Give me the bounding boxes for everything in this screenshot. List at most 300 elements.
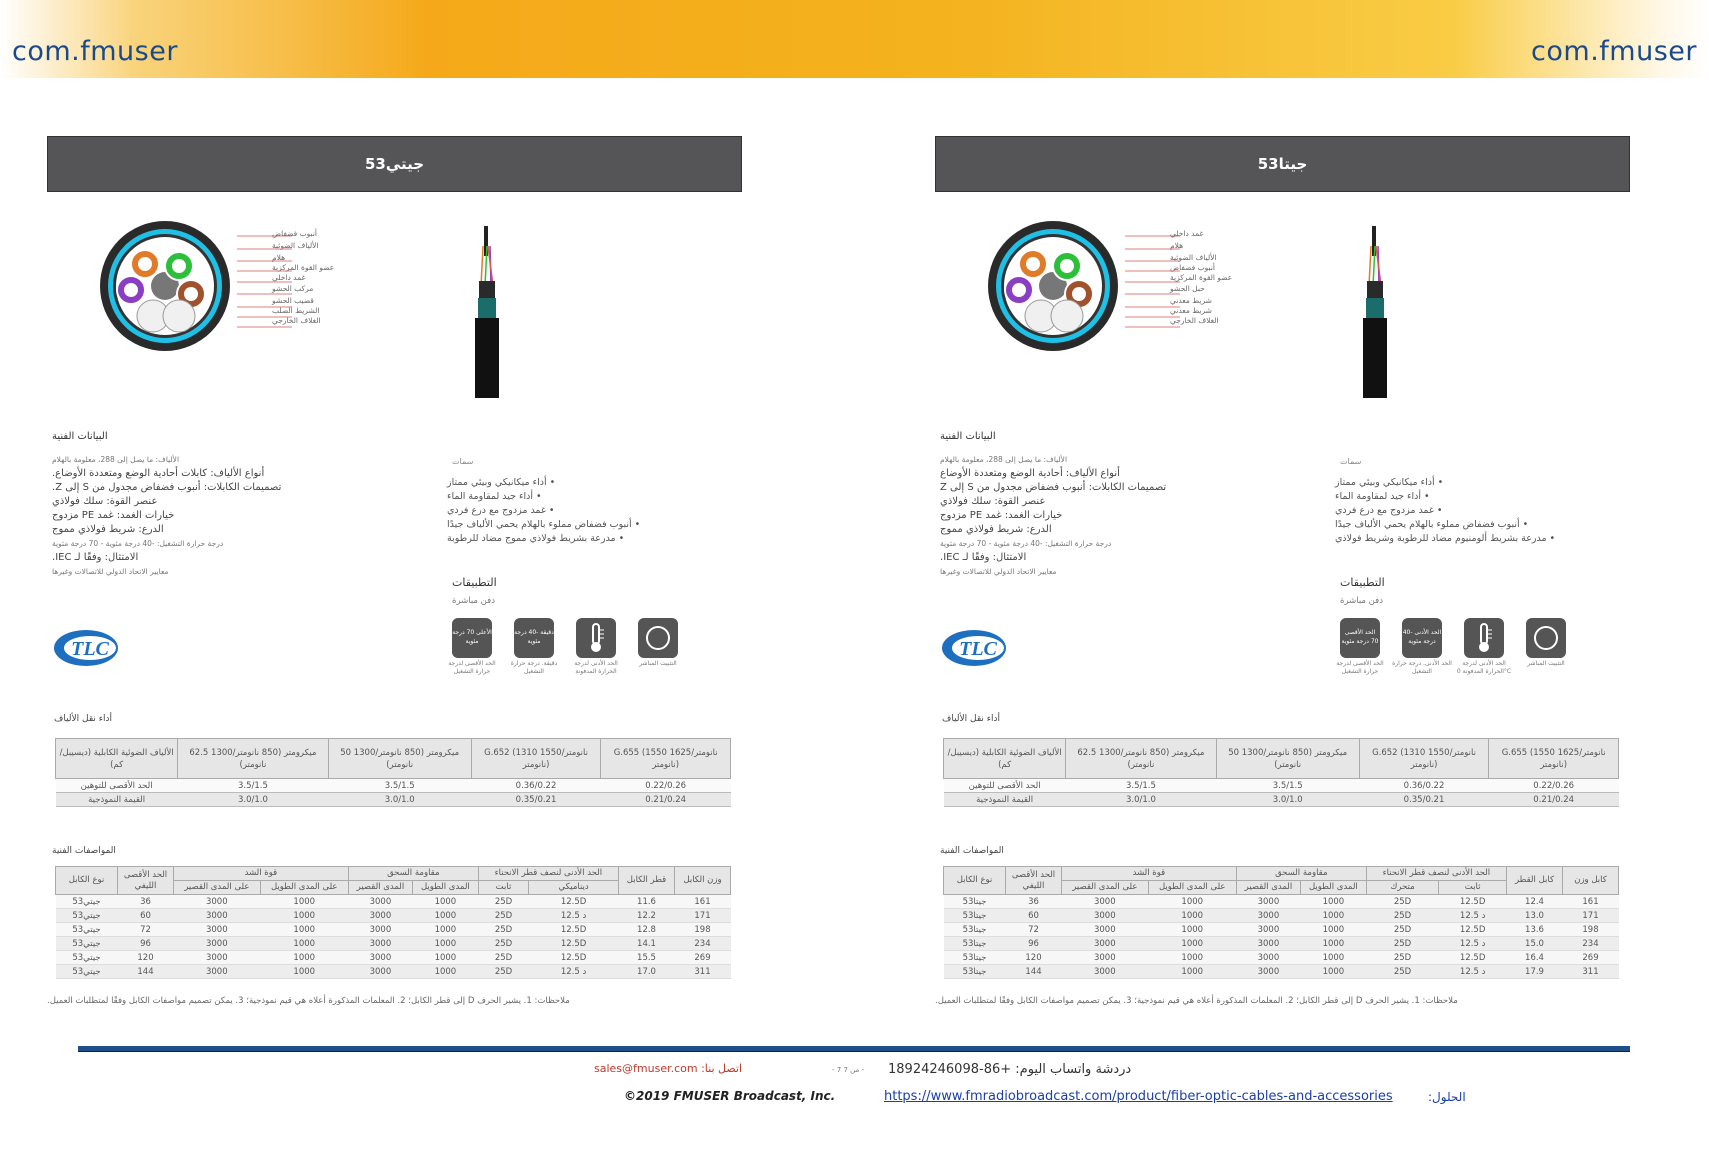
performance-title: أداء نقل الألياف bbox=[942, 714, 1000, 724]
feature-item: • أنبوب فضفاض مملوء بالهلام يحمي الألياف جيدًا bbox=[1335, 519, 1529, 530]
application-caption: التثبيت المباشر bbox=[639, 660, 677, 667]
table-cell: 3.5/1.5 bbox=[1216, 779, 1359, 793]
cable-image bbox=[457, 226, 517, 406]
table-cell: 3000 bbox=[1062, 937, 1149, 951]
table-cell: 234 bbox=[1563, 937, 1619, 951]
brand-right: com.fmuser bbox=[1531, 36, 1697, 67]
tech-data-item: الدرع: شريط فولاذي مموج bbox=[940, 524, 1052, 535]
cross-section-label: عضو القوة المركزية bbox=[1170, 273, 1233, 282]
performance-header: G.655 (1550 نانومتر/1625 نانومتر) bbox=[1489, 739, 1619, 779]
tech-data-item: الألياف: ما يصل إلى 288، معلومة بالهلام bbox=[52, 455, 180, 464]
performance-header: 50 ميكرومتر (850 نانومتر/1300 نانومتر) bbox=[1216, 739, 1359, 779]
table-cell: 17.9 bbox=[1507, 965, 1563, 979]
thermometer-icon bbox=[1464, 618, 1504, 658]
table-row bbox=[56, 793, 731, 807]
table-cell: 234 bbox=[675, 937, 731, 951]
application-caption: الحد الأدنى لدرجة الحرارة المدفونة bbox=[574, 660, 618, 675]
application-icons bbox=[1336, 618, 1570, 688]
tube-core bbox=[1012, 283, 1026, 297]
table-cell: 25D bbox=[478, 965, 528, 979]
tech-data-item: خيارات الغمد: غمد PE مزدوج bbox=[52, 510, 175, 521]
features-title: سمات bbox=[1340, 457, 1362, 466]
table-cell: 3000 bbox=[174, 895, 261, 909]
application-caption: الحد الأدنى لدرجة الحرارة المدفونة 0°C bbox=[1456, 660, 1512, 675]
table-row bbox=[944, 779, 1619, 793]
table-row bbox=[56, 779, 731, 793]
performance-title: أداء نقل الألياف bbox=[54, 714, 112, 724]
tech-data-title: البيانات الفنية bbox=[52, 431, 108, 442]
performance-header: G.652 (1310 نانومتر/1550 نانومتر) bbox=[471, 739, 601, 779]
tlc-logo bbox=[52, 626, 122, 670]
table-cell: 12.5 د bbox=[529, 965, 619, 979]
feature-item: • أنبوب فضفاض مملوء بالهلام يحمي الألياف جيدًا bbox=[447, 519, 641, 530]
table-cell: 3000 bbox=[1062, 965, 1149, 979]
performance-table bbox=[943, 738, 1619, 807]
table-cell: جيتي53 bbox=[56, 965, 118, 979]
footer-url-link[interactable]: https://www.fmradiobroadcast.com/product/fiber-optic-cables-and-accessories bbox=[884, 1089, 1393, 1104]
spec-header: الحد الأقصى الليفي bbox=[118, 867, 174, 895]
performance-header: G.652 (1310 نانومتر/1550 نانومتر) bbox=[1359, 739, 1489, 779]
table-row bbox=[944, 965, 1619, 979]
footer-copyright: ©2019 FMUSER Broadcast, Inc. bbox=[624, 1089, 836, 1103]
table-cell: 1000 bbox=[1148, 951, 1236, 965]
table-cell: 3000 bbox=[1236, 895, 1300, 909]
table-cell: 0.35/0.21 bbox=[1359, 793, 1489, 807]
notes: ملاحظات: 1. يشير الحرف D إلى قطر الكابل؛ 2. المعلمات المذكورة أعلاه هي قيم نموذجية؛ 3. يمكن تصميم مواصفات الكابل وفقًا لمتطلبات العميل. bbox=[47, 996, 570, 1006]
feature-item: • أداء ميكانيكي وبيئي ممتاز bbox=[1335, 477, 1444, 488]
table-cell: 1000 bbox=[1148, 909, 1236, 923]
table-cell: 144 bbox=[118, 965, 174, 979]
table-cell: 1000 bbox=[413, 951, 479, 965]
cross-section-label: أنبوب فضفاض bbox=[272, 229, 317, 238]
table-cell: 120 bbox=[1006, 951, 1062, 965]
table-cell: الحد الأقصى للتوهين bbox=[944, 779, 1066, 793]
table-cell: 3000 bbox=[1236, 965, 1300, 979]
tech-data-item: أنواع الألياف: كابلات أحادية الوضع ومتعددة الأوضاع. bbox=[52, 468, 265, 479]
table-cell: جيتا53 bbox=[944, 951, 1006, 965]
table-cell: القيمة النموذجية bbox=[56, 793, 178, 807]
table-cell: 60 bbox=[1006, 909, 1062, 923]
feature-item: • غمد مزدوج مع درع فردي bbox=[1335, 505, 1443, 516]
cross-section-label: غمد داخلي bbox=[272, 273, 306, 282]
table-cell: الحد الأقصى للتوهين bbox=[56, 779, 178, 793]
table-cell: 1000 bbox=[260, 965, 348, 979]
table-cell: جيتي53 bbox=[56, 895, 118, 909]
table-cell: 15.5 bbox=[619, 951, 675, 965]
table-row bbox=[56, 923, 731, 937]
table-cell: 13.6 bbox=[1507, 923, 1563, 937]
tech-data-item: معايير الاتحاد الدولي للاتصالات وغيرها bbox=[52, 567, 169, 576]
applications-subtitle: دفن مباشرة bbox=[452, 596, 495, 606]
spec-header: نوع الكابل bbox=[944, 867, 1006, 895]
table-row bbox=[944, 793, 1619, 807]
table-cell: 25D bbox=[1366, 965, 1439, 979]
tech-data-title: البيانات الفنية bbox=[940, 431, 996, 442]
table-cell: 14.1 bbox=[619, 937, 675, 951]
tech-data-list bbox=[940, 453, 1220, 579]
tech-data-item: درجة حرارة التشغيل: -40 درجة مئوية - 70 درجة مئوية bbox=[940, 539, 1112, 548]
table-cell: 36 bbox=[1006, 895, 1062, 909]
tube-core bbox=[172, 259, 186, 273]
spec-header: مقاومة السحق bbox=[348, 867, 478, 881]
spec-subheader: المدى الطويل bbox=[1301, 881, 1367, 895]
tube-core bbox=[124, 283, 138, 297]
table-cell: 25D bbox=[478, 909, 528, 923]
performance-header: 62.5 ميكرومتر (850 نانومتر/1300 نانومتر) bbox=[178, 739, 328, 779]
table-cell: 198 bbox=[1563, 923, 1619, 937]
applications-title: التطبيقات bbox=[452, 576, 497, 589]
table-cell: 72 bbox=[1006, 923, 1062, 937]
feature-item: • غمد مزدوج مع درع فردي bbox=[447, 505, 555, 516]
table-cell: 25D bbox=[1366, 909, 1439, 923]
table-cell: 3000 bbox=[348, 937, 412, 951]
tech-data-item: درجة حرارة التشغيل: -40 درجة مئوية - 70 درجة مئوية bbox=[52, 539, 224, 548]
cross-section-label: غمد داخلي bbox=[1170, 229, 1204, 238]
tech-data-item: عنصر القوة: سلك فولاذي bbox=[940, 496, 1046, 507]
cross-section-label: قضيب الحشو bbox=[272, 296, 314, 305]
footer-phone: دردشة واتساب اليوم: +86-18924246098 bbox=[888, 1062, 1132, 1077]
tech-data-item: معايير الاتحاد الدولي للاتصالات وغيرها bbox=[940, 567, 1057, 576]
cable-image bbox=[1345, 226, 1405, 406]
table-cell: 96 bbox=[1006, 937, 1062, 951]
header-band bbox=[0, 0, 1709, 78]
table-cell: 12.5 د bbox=[529, 909, 619, 923]
application-icons bbox=[448, 618, 682, 688]
table-cell: 3000 bbox=[348, 895, 412, 909]
table-cell: 1000 bbox=[1301, 965, 1367, 979]
table-cell: 12.5 د bbox=[1439, 937, 1507, 951]
applications-title: التطبيقات bbox=[1340, 576, 1385, 589]
performance-header: الألياف الضوئية الكابلية (ديسيبل/كم) bbox=[56, 739, 178, 779]
cross-section-label: الغلاف الخارجي bbox=[272, 316, 321, 325]
table-cell: 3000 bbox=[1062, 951, 1149, 965]
table-cell: 144 bbox=[1006, 965, 1062, 979]
spec-header: الحد الأقصى الليفي bbox=[1006, 867, 1062, 895]
tech-data-item: الألياف: ما يصل إلى 288، معلومة بالهلام bbox=[940, 455, 1068, 464]
feature-item: • أداء جيد لمقاومة الماء bbox=[1335, 491, 1430, 502]
table-row bbox=[56, 965, 731, 979]
table-cell: 12.5 د bbox=[1439, 909, 1507, 923]
table-cell: 3.5/1.5 bbox=[1066, 779, 1216, 793]
table-cell: 0.35/0.21 bbox=[471, 793, 601, 807]
table-cell: 198 bbox=[675, 923, 731, 937]
features-list bbox=[447, 476, 737, 546]
table-cell: 1000 bbox=[1301, 909, 1367, 923]
table-cell: 12.5D bbox=[529, 923, 619, 937]
cross-section-label: هلام bbox=[1170, 241, 1184, 250]
table-cell: 25D bbox=[478, 895, 528, 909]
table-cell: 1000 bbox=[260, 937, 348, 951]
table-cell: 171 bbox=[675, 909, 731, 923]
table-cell: 311 bbox=[1563, 965, 1619, 979]
spec-subheader: على المدى القصير bbox=[1062, 881, 1149, 895]
table-cell: 3000 bbox=[348, 923, 412, 937]
features-title: سمات bbox=[452, 457, 474, 466]
spec-subheader: متحرك bbox=[1366, 881, 1439, 895]
spec-header: قوة الشد bbox=[174, 867, 349, 881]
spec-subheader: المدى الطويل bbox=[413, 881, 479, 895]
tech-data-item: أنواع الألياف: أحادية الوضع ومتعددة الأوضاع bbox=[940, 468, 1120, 479]
table-cell: 36 bbox=[118, 895, 174, 909]
table-cell: 1000 bbox=[413, 909, 479, 923]
spec-header: نوع الكابل bbox=[56, 867, 118, 895]
table-cell: 25D bbox=[1366, 895, 1439, 909]
table-cell: 12.5D bbox=[529, 937, 619, 951]
table-cell: 3000 bbox=[174, 909, 261, 923]
table-cell: 0.22/0.26 bbox=[1489, 779, 1619, 793]
cross-section-label: حبل الحشو bbox=[1170, 284, 1205, 293]
table-cell: 12.4 bbox=[1507, 895, 1563, 909]
footer-url-label: الحلول: bbox=[1428, 1090, 1466, 1104]
table-cell: 161 bbox=[675, 895, 731, 909]
feature-item: • مدرعة بشريط فولاذي مموج مضاد للرطوبة bbox=[447, 533, 625, 544]
footer-rule bbox=[78, 1046, 1630, 1052]
spec-table-title: المواصفات الفنية bbox=[52, 846, 116, 856]
table-cell: جيتي53 bbox=[56, 923, 118, 937]
temperature-badge-icon: دقيقة -40 درجة مئوية bbox=[514, 618, 554, 658]
table-cell: 1000 bbox=[1301, 951, 1367, 965]
table-cell: 12.5 د bbox=[1439, 965, 1507, 979]
spec-header: الحد الأدنى لنصف قطر الانحناء bbox=[478, 867, 618, 881]
product-title: جيتي53 bbox=[47, 136, 742, 192]
table-cell: 3000 bbox=[1062, 895, 1149, 909]
table-cell: 12.5D bbox=[1439, 951, 1507, 965]
spec-subheader: على المدى الطويل bbox=[1148, 881, 1236, 895]
table-row bbox=[56, 909, 731, 923]
tube-core bbox=[184, 287, 198, 301]
table-cell: 1000 bbox=[1148, 965, 1236, 979]
tech-data-item: خيارات الغمد: غمد PE مزدوج bbox=[940, 510, 1063, 521]
feature-item: • مدرعة بشريط ألومنيوم مضاد للرطوبة وشريط فولاذي bbox=[1335, 533, 1556, 544]
product-panel-right bbox=[935, 136, 1635, 1016]
table-cell: 25D bbox=[1366, 923, 1439, 937]
table-cell: جيتي53 bbox=[56, 951, 118, 965]
table-cell: 3.0/1.0 bbox=[178, 793, 328, 807]
table-cell: 3.0/1.0 bbox=[1216, 793, 1359, 807]
table-cell: جيتا53 bbox=[944, 909, 1006, 923]
table-cell: 0.36/0.22 bbox=[471, 779, 601, 793]
table-row bbox=[56, 951, 731, 965]
spec-header: مقاومة السحق bbox=[1236, 867, 1366, 881]
spec-table bbox=[943, 866, 1619, 979]
table-cell: جيتي53 bbox=[56, 937, 118, 951]
tube-core bbox=[1026, 257, 1040, 271]
cross-section-label: أنبوب فضفاض bbox=[1170, 263, 1215, 272]
table-row bbox=[944, 937, 1619, 951]
table-cell: 3000 bbox=[1236, 951, 1300, 965]
table-cell: 1000 bbox=[260, 923, 348, 937]
filler-rod bbox=[1051, 300, 1083, 332]
filler-rod bbox=[163, 300, 195, 332]
table-cell: 1000 bbox=[1148, 895, 1236, 909]
cross-section-label: شريط معدني bbox=[1170, 306, 1212, 315]
table-cell: جيتا53 bbox=[944, 965, 1006, 979]
table-cell: 161 bbox=[1563, 895, 1619, 909]
table-cell: 3000 bbox=[174, 951, 261, 965]
svg-text:TLC: TLC bbox=[71, 638, 109, 660]
page-number: - 7 من 7 - bbox=[832, 1066, 864, 1074]
direct-burial-icon bbox=[1526, 618, 1566, 658]
table-cell: جيتا53 bbox=[944, 923, 1006, 937]
table-cell: 17.0 bbox=[619, 965, 675, 979]
table-cell: 25D bbox=[478, 951, 528, 965]
table-cell: 25D bbox=[1366, 937, 1439, 951]
spec-header: كابل وزن bbox=[1563, 867, 1619, 895]
table-cell: 96 bbox=[118, 937, 174, 951]
cross-section-label: الغلاف الخارجي bbox=[1170, 316, 1219, 325]
table-cell: 11.6 bbox=[619, 895, 675, 909]
performance-header: الألياف الضوئية الكابلية (ديسيبل/كم) bbox=[944, 739, 1066, 779]
performance-header: G.655 (1550 نانومتر/1625 نانومتر) bbox=[601, 739, 731, 779]
temperature-badge-icon: الحد الأقصى 70 درجة مئوية bbox=[1340, 618, 1380, 658]
tech-data-item: الامتثال: وفقًا لـ IEC. bbox=[940, 552, 1027, 563]
application-caption: الحد الأقصى لدرجة حرارة التشغيل bbox=[448, 660, 496, 675]
table-row bbox=[56, 895, 731, 909]
spec-subheader: على المدى الطويل bbox=[260, 881, 348, 895]
table-cell: 12.5D bbox=[1439, 895, 1507, 909]
table-cell: 120 bbox=[118, 951, 174, 965]
cross-section-label: شريط معدني bbox=[1170, 296, 1212, 305]
temperature-badge-icon: الأعلى 70 درجة مئوية bbox=[452, 618, 492, 658]
table-cell: 171 bbox=[1563, 909, 1619, 923]
table-cell: 1000 bbox=[1301, 895, 1367, 909]
table-cell: 1000 bbox=[1301, 923, 1367, 937]
cross-section-label: مركب الحشو bbox=[272, 284, 314, 293]
table-cell: 1000 bbox=[260, 895, 348, 909]
table-cell: 3000 bbox=[1236, 923, 1300, 937]
performance-header: 50 ميكرومتر (850 نانومتر/1300 نانومتر) bbox=[328, 739, 471, 779]
temperature-badge-icon: الحد الأدنى -40 درجة مئوية bbox=[1402, 618, 1442, 658]
spec-header: وزن الكابل bbox=[675, 867, 731, 895]
table-cell: 12.5D bbox=[529, 951, 619, 965]
application-caption: الحد الأدنى. درجة حرارة التشغيل bbox=[1392, 660, 1452, 675]
tube-core bbox=[138, 257, 152, 271]
spec-subheader: المدى القصير bbox=[1236, 881, 1300, 895]
table-cell: 3.5/1.5 bbox=[328, 779, 471, 793]
table-row bbox=[944, 923, 1619, 937]
tech-data-item: الامتثال: وفقًا لـ IEC. bbox=[52, 552, 139, 563]
applications-subtitle: دفن مباشرة bbox=[1340, 596, 1383, 606]
table-cell: القيمة النموذجية bbox=[944, 793, 1066, 807]
table-cell: 3000 bbox=[348, 951, 412, 965]
table-cell: 3000 bbox=[1062, 909, 1149, 923]
table-cell: 12.8 bbox=[619, 923, 675, 937]
spec-subheader: ثابت bbox=[478, 881, 528, 895]
cross-section-label: هلام bbox=[272, 253, 286, 262]
spec-subheader: على المدى القصير bbox=[174, 881, 261, 895]
table-cell: 1000 bbox=[1301, 937, 1367, 951]
cross-section-label: عضو القوة المركزية bbox=[272, 263, 335, 272]
table-cell: 0.36/0.22 bbox=[1359, 779, 1489, 793]
spec-subheader: ثابت bbox=[1439, 881, 1507, 895]
tech-data-item: تصميمات الكابلات: أنبوب فضفاض مجدول من S إلى Z bbox=[940, 482, 1167, 493]
spec-header: قوة الشد bbox=[1062, 867, 1237, 881]
table-cell: 1000 bbox=[1148, 937, 1236, 951]
spec-header: كابل القطر bbox=[1507, 867, 1563, 895]
cross-section-label: الألياف الضوئية bbox=[272, 241, 319, 250]
table-cell: 269 bbox=[675, 951, 731, 965]
table-row bbox=[944, 895, 1619, 909]
table-cell: 3000 bbox=[348, 909, 412, 923]
table-cell: 1000 bbox=[260, 951, 348, 965]
application-caption: دقيقة. درجة حرارة التشغيل bbox=[510, 660, 558, 675]
table-cell: 25D bbox=[478, 937, 528, 951]
table-cell: 1000 bbox=[1148, 923, 1236, 937]
footer-contact[interactable]: اتصل بنا: sales@fmuser.com bbox=[594, 1062, 743, 1075]
table-cell: 0.21/0.24 bbox=[1489, 793, 1619, 807]
table-cell: 3.0/1.0 bbox=[1066, 793, 1216, 807]
application-caption: التثبيت المباشر bbox=[1527, 660, 1565, 667]
table-cell: 1000 bbox=[260, 909, 348, 923]
notes: ملاحظات: 1. يشير الحرف D إلى قطر الكابل؛ 2. المعلمات المذكورة أعلاه هي قيم نموذجية؛ 3. يمكن تصميم مواصفات الكابل وفقًا لمتطلبات العميل. bbox=[935, 996, 1458, 1006]
table-cell: جيتا53 bbox=[944, 937, 1006, 951]
direct-burial-icon bbox=[638, 618, 678, 658]
table-cell: 25D bbox=[478, 923, 528, 937]
cross-section-label: الألياف الضوئية bbox=[1170, 253, 1217, 262]
table-cell: 60 bbox=[118, 909, 174, 923]
table-cell: 3000 bbox=[1236, 937, 1300, 951]
table-cell: 3.0/1.0 bbox=[328, 793, 471, 807]
cross-section-label: الشريط الصلب bbox=[272, 306, 320, 315]
features-list bbox=[1335, 476, 1625, 546]
table-cell: 1000 bbox=[413, 923, 479, 937]
table-cell: 311 bbox=[675, 965, 731, 979]
table-cell: 13.0 bbox=[1507, 909, 1563, 923]
svg-text:TLC: TLC bbox=[959, 638, 997, 660]
product-panel-left bbox=[47, 136, 747, 1016]
table-row bbox=[944, 951, 1619, 965]
table-cell: 3000 bbox=[174, 937, 261, 951]
table-cell: 25D bbox=[1366, 951, 1439, 965]
spec-table-title: المواصفات الفنية bbox=[940, 846, 1004, 856]
performance-table bbox=[55, 738, 731, 807]
tlc-logo bbox=[940, 626, 1010, 670]
brand-left: com.fmuser bbox=[12, 36, 178, 67]
feature-item: • أداء ميكانيكي وبيئي ممتاز bbox=[447, 477, 556, 488]
tech-data-list bbox=[52, 453, 332, 579]
tech-data-item: الدرع: شريط فولاذي مموج bbox=[52, 524, 164, 535]
feature-item: • أداء جيد لمقاومة الماء bbox=[447, 491, 542, 502]
table-cell: جيتي53 bbox=[56, 909, 118, 923]
thermometer-icon bbox=[576, 618, 616, 658]
table-cell: 3000 bbox=[174, 965, 261, 979]
table-cell: 12.5D bbox=[529, 895, 619, 909]
tech-data-item: عنصر القوة: سلك فولاذي bbox=[52, 496, 158, 507]
table-cell: 12.2 bbox=[619, 909, 675, 923]
table-cell: 72 bbox=[118, 923, 174, 937]
tube-core bbox=[1060, 259, 1074, 273]
table-cell: 3000 bbox=[348, 965, 412, 979]
spec-header: قطر الكابل bbox=[619, 867, 675, 895]
table-cell: 0.22/0.26 bbox=[601, 779, 731, 793]
table-cell: 3000 bbox=[1236, 909, 1300, 923]
performance-header: 62.5 ميكرومتر (850 نانومتر/1300 نانومتر) bbox=[1066, 739, 1216, 779]
spec-subheader: ديناميكي bbox=[529, 881, 619, 895]
table-cell: 0.21/0.24 bbox=[601, 793, 731, 807]
table-cell: 12.5D bbox=[1439, 923, 1507, 937]
table-cell: 1000 bbox=[413, 965, 479, 979]
table-cell: 3000 bbox=[1062, 923, 1149, 937]
table-cell: 15.0 bbox=[1507, 937, 1563, 951]
table-row bbox=[944, 909, 1619, 923]
table-cell: 16.4 bbox=[1507, 951, 1563, 965]
tech-data-item: تصميمات الكابلات: أنبوب فضفاض مجدول من S إلى Z. bbox=[52, 482, 282, 493]
spec-subheader: المدى القصير bbox=[348, 881, 412, 895]
product-title: جيتا53 bbox=[935, 136, 1630, 192]
spec-header: الحد الأدنى لنصف قطر الانحناء bbox=[1366, 867, 1506, 881]
table-cell: 1000 bbox=[413, 895, 479, 909]
table-cell: 3.5/1.5 bbox=[178, 779, 328, 793]
